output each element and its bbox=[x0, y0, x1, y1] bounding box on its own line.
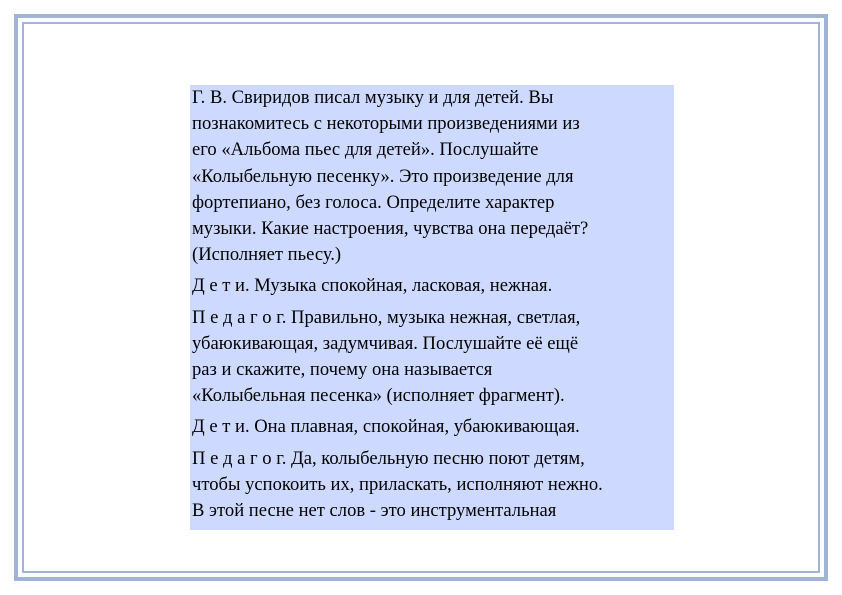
text-line: познакомитесь с некоторыми произведениями из bbox=[192, 113, 580, 135]
text-line: чтобы успокоить их, приласкать, исполняют нежно. bbox=[192, 473, 603, 495]
paragraph-teacher-1 bbox=[192, 305, 674, 410]
text-line: раз и скажите, почему она называется bbox=[192, 359, 493, 381]
text-line: Д е т и. Музыка спокойная, ласковая, нежная. bbox=[192, 275, 553, 297]
text-line: «Колыбельную песенку». Это произведение для bbox=[192, 165, 574, 187]
text-line: фортепиано, без голоса. Определите характер bbox=[192, 191, 555, 213]
text-line: П е д а г о г. Правильно, музыка нежная, светлая, bbox=[192, 306, 581, 328]
paragraph-children-2 bbox=[192, 414, 674, 440]
text-line: В этой песне нет слов - это инструментальная bbox=[192, 500, 557, 522]
text-line: Г. В. Свиридов писал музыку и для детей. Вы bbox=[192, 87, 554, 108]
text-line: Д е т и. Она плавная, спокойная, убаюкивающая. bbox=[192, 416, 580, 438]
text-line: убаюкивающая, задумчивая. Послушайте её ещё bbox=[192, 332, 579, 354]
text-box bbox=[190, 85, 674, 530]
text-line: «Колыбельная песенка» (исполняет фрагмент). bbox=[192, 385, 565, 407]
text-line: его «Альбома пьес для детей». Послушайте bbox=[192, 139, 539, 161]
text-line: музыки. Какие настроения, чувства она передаёт? bbox=[192, 218, 589, 240]
text-line: (Исполняет пьесу.) bbox=[192, 244, 342, 266]
text-line: П е д а г о г. Да, колыбельную песню поют детям, bbox=[192, 447, 585, 469]
paragraph-children-1 bbox=[192, 273, 674, 299]
paragraph-teacher-2 bbox=[192, 446, 674, 525]
paragraph-intro bbox=[192, 85, 674, 268]
